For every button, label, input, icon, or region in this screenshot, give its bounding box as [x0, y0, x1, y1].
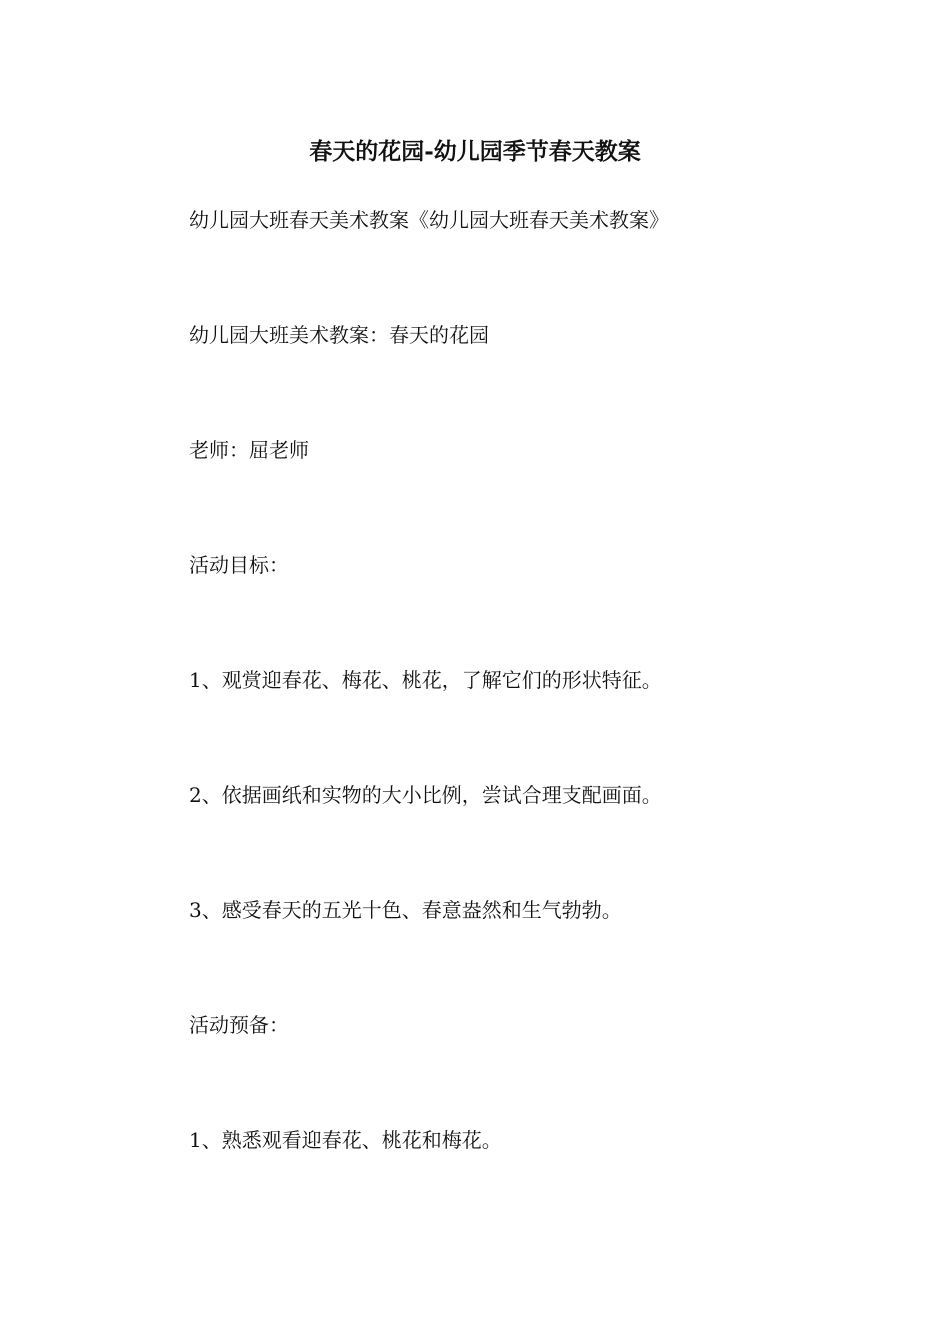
paragraph-teacher: 老师：屈老师 — [189, 438, 309, 462]
paragraph-goal-3: 3、感受春天的五光十色、春意盎然和生气勃勃。 — [189, 898, 622, 922]
paragraph-prep-1: 1、熟悉观看迎春花、桃花和梅花。 — [189, 1128, 502, 1152]
paragraph-subtitle: 幼儿园大班春天美术教案《幼儿园大班春天美术教案》 — [189, 208, 669, 232]
paragraph-prep-heading: 活动预备： — [189, 1013, 289, 1037]
paragraph-goal-1: 1、观赏迎春花、梅花、桃花，了解它们的形状特征。 — [189, 668, 662, 692]
paragraph-goals-heading: 活动目标： — [189, 553, 289, 577]
document-title: 春天的花园-幼儿园季节春天教案 — [309, 138, 641, 165]
paragraph-goal-2: 2、依据画纸和实物的大小比例，尝试合理支配画面。 — [189, 783, 662, 807]
paragraph-lesson-name: 幼儿园大班美术教案：春天的花园 — [189, 323, 489, 347]
